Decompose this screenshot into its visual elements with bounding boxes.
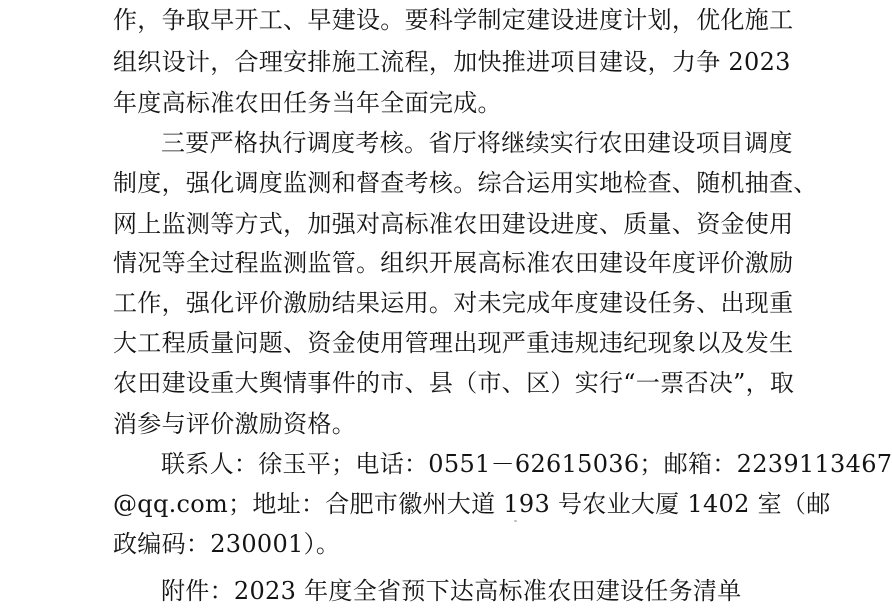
text-line: 消参与评价激励资格。 xyxy=(113,410,356,438)
text-line: 情况等全过程监测监管。组织开展高标准农田建设年度评价激励 xyxy=(113,249,794,277)
text-line: 组织设计，合理安排施工流程，加快推进项目建设，力争 2023 xyxy=(113,48,791,76)
contact-line: 联系人：徐玉平；电话：0551－62615036；邮箱：2239113467 xyxy=(161,450,892,478)
scan-speck xyxy=(514,520,517,522)
text-line: 农田建设重大舆情事件的市、县（市、区）实行“一票否决”，取 xyxy=(113,369,795,397)
text-line: 作，争取早开工、早建设。要科学制定建设进度计划，优化施工 xyxy=(113,6,794,34)
attachment-line: 附件：2023 年度全省预下达高标准农田建设任务清单 xyxy=(161,577,742,605)
text-line: 网上监测等方式，加强对高标准农田建设进度、质量、资金使用 xyxy=(113,210,794,238)
postal-code-line: 政编码：230001）。 xyxy=(113,530,341,558)
text-line: 大工程质量问题、资金使用管理出现严重违规违纪现象以及发生 xyxy=(113,329,794,357)
text-line: 制度，强化调度监测和督查考核。综合运用实地检查、随机抽查、 xyxy=(113,169,818,197)
paragraph-heading-line: 三要严格执行调度考核。省厅将继续实行农田建设项目调度 xyxy=(161,129,793,157)
text-line: 工作，强化评价激励结果运用。对未完成年度建设任务、出现重 xyxy=(113,289,794,317)
address-line: @qq.com；地址：合肥市徽州大道 193 号农业大厦 1402 室（邮 xyxy=(113,490,831,518)
text-line: 年度高标准农田任务当年全面完成。 xyxy=(113,89,502,117)
